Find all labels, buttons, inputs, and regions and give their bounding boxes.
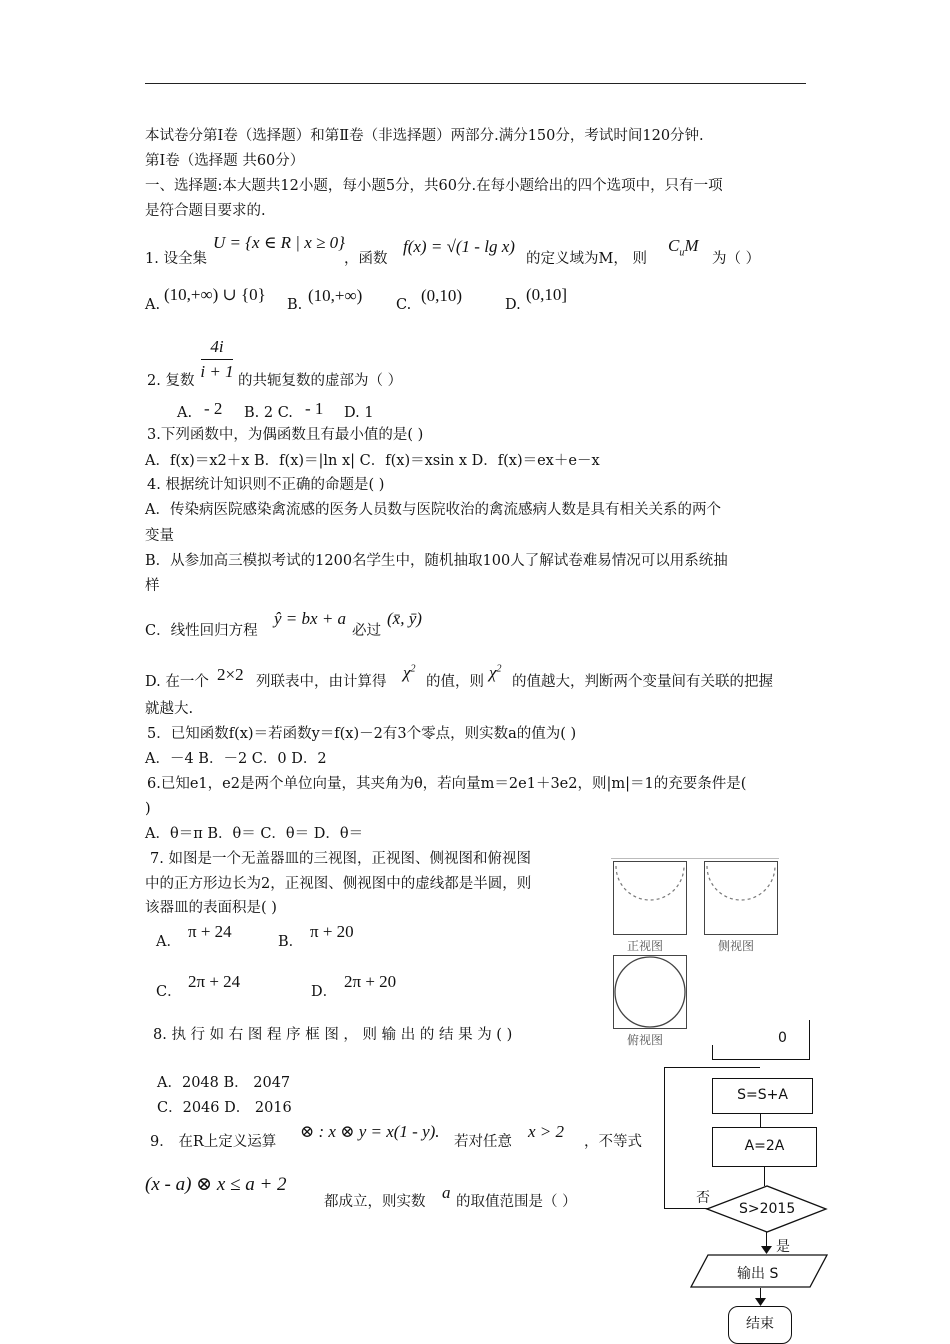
flow-a-box: A=2A <box>712 1127 817 1167</box>
q1-end: 为（ ） <box>712 251 761 267</box>
q4-option-d-end: 的值越大，判断两个变量间有关联的把握 <box>512 674 773 690</box>
q4-option-c-mid: 必过 <box>352 623 381 639</box>
q4-option-b-cont: 样 <box>145 578 160 594</box>
front-view <box>613 861 687 935</box>
q2-suffix: 的共轭复数的虚部为（ ） <box>238 373 403 389</box>
arrow-down-icon <box>761 1246 772 1254</box>
q1-option-d: (0,10] <box>526 285 568 304</box>
q4-option-c-prefix: C．线性回归方程 <box>145 623 258 639</box>
q4-option-d-mid2: 的值，则 <box>426 674 484 690</box>
q4-option-a-cont: 变量 <box>145 528 174 544</box>
q7-option-a-label: A． <box>156 934 181 950</box>
q9-end-2: 的取值范围是（ ） <box>456 1194 577 1210</box>
q1-option-b-label: B. <box>287 297 303 313</box>
q9-mid: 若对任意 <box>454 1134 512 1150</box>
q9-prefix: 9． 在R上定义运算 <box>150 1134 277 1150</box>
q9-inequality: (x - a) ⊗ x ≤ a + 2 <box>145 1174 287 1195</box>
q7-stem-1: 7. 如图是一个无盖器皿的三视图，正视图、侧视图和俯视图 <box>150 851 531 867</box>
flow-no-label: 否 <box>696 1190 710 1206</box>
q1-suffix: 的定义域为M， 则 <box>526 251 647 267</box>
q1-complement: $C_uM$ <box>668 236 699 259</box>
q7-option-b: π + 20 <box>310 922 354 941</box>
q9-operation-def: ⊗ : x ⊗ y = x(1 - y). <box>300 1122 440 1141</box>
q2-denominator: i + 1 <box>200 362 234 381</box>
q9-end-1: 都成立，则实数 <box>324 1194 426 1210</box>
q4-option-b: B．从参加高三模拟考试的1200名学生中，随机抽取100人了解试卷难易情况可以用系统抽 <box>145 553 728 569</box>
q7-stem-3: 该器皿的表面积是( ) <box>145 900 277 916</box>
front-view-caption: 正视图 <box>627 939 664 953</box>
side-view-caption: 侧视图 <box>718 939 755 953</box>
q4-regression-expr: ŷ = bx + a <box>274 609 347 628</box>
flow-init-box <box>712 1020 810 1060</box>
q6-options: A．θ＝π B．θ＝ C．θ＝ D．θ＝ <box>145 826 364 842</box>
q8-options-2: C．2046 D． 2016 <box>157 1100 292 1116</box>
q2-option-d: D. 1 <box>344 405 374 421</box>
exam-instructions: 本试卷分第Ⅰ卷（选择题）和第Ⅱ卷（非选择题）两部分.满分150分，考试时间120分钟. <box>145 128 704 144</box>
q7-option-d: 2π + 20 <box>344 972 397 991</box>
flow-s-box: S=S+A <box>712 1078 813 1114</box>
flow-loop-line <box>664 1067 665 1209</box>
flow-end-box: 结束 <box>728 1306 792 1344</box>
q6-stem: 6.已知e1，e2是两个单位向量，其夹角为θ，若向量m＝2e1＋3e2，则|m|＝1的充要条件是( <box>147 776 747 792</box>
top-view-caption: 俯视图 <box>627 1033 664 1047</box>
q9-variable: a <box>442 1183 451 1202</box>
q6-stem-cont: ) <box>145 801 151 817</box>
q2-prefix: 2. 复数 <box>147 373 195 389</box>
q1-option-b: (10,+∞) <box>308 286 363 305</box>
q4-option-d-mid1: 列联表中，由计算得 <box>256 674 387 690</box>
q7-stem-2: 中的正方形边长为2，正视图、侧视图中的虚线都是半圆，则 <box>145 876 532 892</box>
q4-option-a: A．传染病医院感染禽流感的医务人员数与医院收治的禽流感病人数是具有相关关系的两个 <box>145 502 721 518</box>
q7-option-c: 2π + 24 <box>188 972 241 991</box>
flow-init-text: 0 <box>778 1030 787 1046</box>
header-rule <box>145 83 806 84</box>
q9-tail: ，不等式 <box>584 1134 642 1150</box>
q8-options-1: A．2048 B． 2047 <box>157 1075 291 1091</box>
q1-option-a: (10,+∞) ∪ {0} <box>164 285 266 304</box>
flow-yes-label: 是 <box>776 1239 790 1255</box>
q2-option-a-label: A. <box>177 405 193 421</box>
q4-option-d-cont: 就越大. <box>145 701 194 717</box>
q4-mean-point: (x̄, ȳ) <box>387 609 422 628</box>
q7-option-a: π + 24 <box>188 922 232 941</box>
side-view <box>704 861 778 935</box>
q1-option-c: (0,10) <box>421 286 463 305</box>
q2-option-c: - 1 <box>305 399 324 418</box>
q1-set-expr: U = {x ∈ R | x ≥ 0} <box>213 233 345 252</box>
q2-option-bc: B. 2 C. <box>244 405 293 421</box>
q5-stem: 5．已知函数f(x)＝若函数y＝f(x)－2有3个零点，则实数a的值为( ) <box>147 726 577 742</box>
top-view <box>613 955 687 1029</box>
q3-options: A．f(x)＝x2＋x B．f(x)＝|ln x| C．f(x)＝xsin x D．f(x)＝ex＋e－x <box>145 453 600 469</box>
section-title: 第Ⅰ卷（选择题 共60分） <box>145 153 305 169</box>
q1-option-d-label: D. <box>505 297 521 313</box>
q1-prefix: 1. 设全集 <box>145 251 207 267</box>
q2-fraction-bar <box>201 359 233 360</box>
q3-stem: 3.下列函数中，为偶函数且有最小值的是( ) <box>147 427 424 443</box>
section-instructions: 一、选择题:本大题共12小题，每小题5分，共60分.在每小题给出的四个选项中，只有一项 <box>145 178 723 194</box>
flow-decision-text: S>2015 <box>739 1201 796 1217</box>
q7-option-d-label: D． <box>311 984 338 1000</box>
q4-chi-square-1: $\chi^2$ <box>403 663 416 682</box>
arrow-down-icon <box>755 1298 766 1306</box>
q7-option-b-label: B． <box>278 934 304 950</box>
q4-stem: 4. 根据统计知识则不正确的命题是( ) <box>147 477 385 493</box>
section-instructions-cont: 是符合题目要求的. <box>145 203 266 219</box>
q9-condition: x > 2 <box>528 1122 565 1141</box>
q8-stem: 8. 执 行 如 右 图 程 序 框 图 ， 则 输 出 的 结 果 为 ( ) <box>153 1027 513 1043</box>
q4-table-size: 2×2 <box>217 665 244 684</box>
q1-func-expr: f(x) = √(1 - lg x) <box>403 237 515 256</box>
q2-option-a: - 2 <box>204 399 223 418</box>
q2-numerator: 4i <box>210 337 224 356</box>
q5-options: A．－4 B．－2 C．0 D．2 <box>145 751 327 767</box>
flow-output-text: 输出 S <box>737 1266 779 1282</box>
q4-chi-square-2: $\chi^2$ <box>489 663 502 682</box>
q1-option-c-label: C. <box>396 297 412 313</box>
q1-option-a-label: A. <box>145 297 161 313</box>
q7-option-c-label: C． <box>156 984 182 1000</box>
q1-mid: ，函数 <box>344 251 388 267</box>
q4-option-d-prefix: D. 在一个 <box>145 674 209 690</box>
